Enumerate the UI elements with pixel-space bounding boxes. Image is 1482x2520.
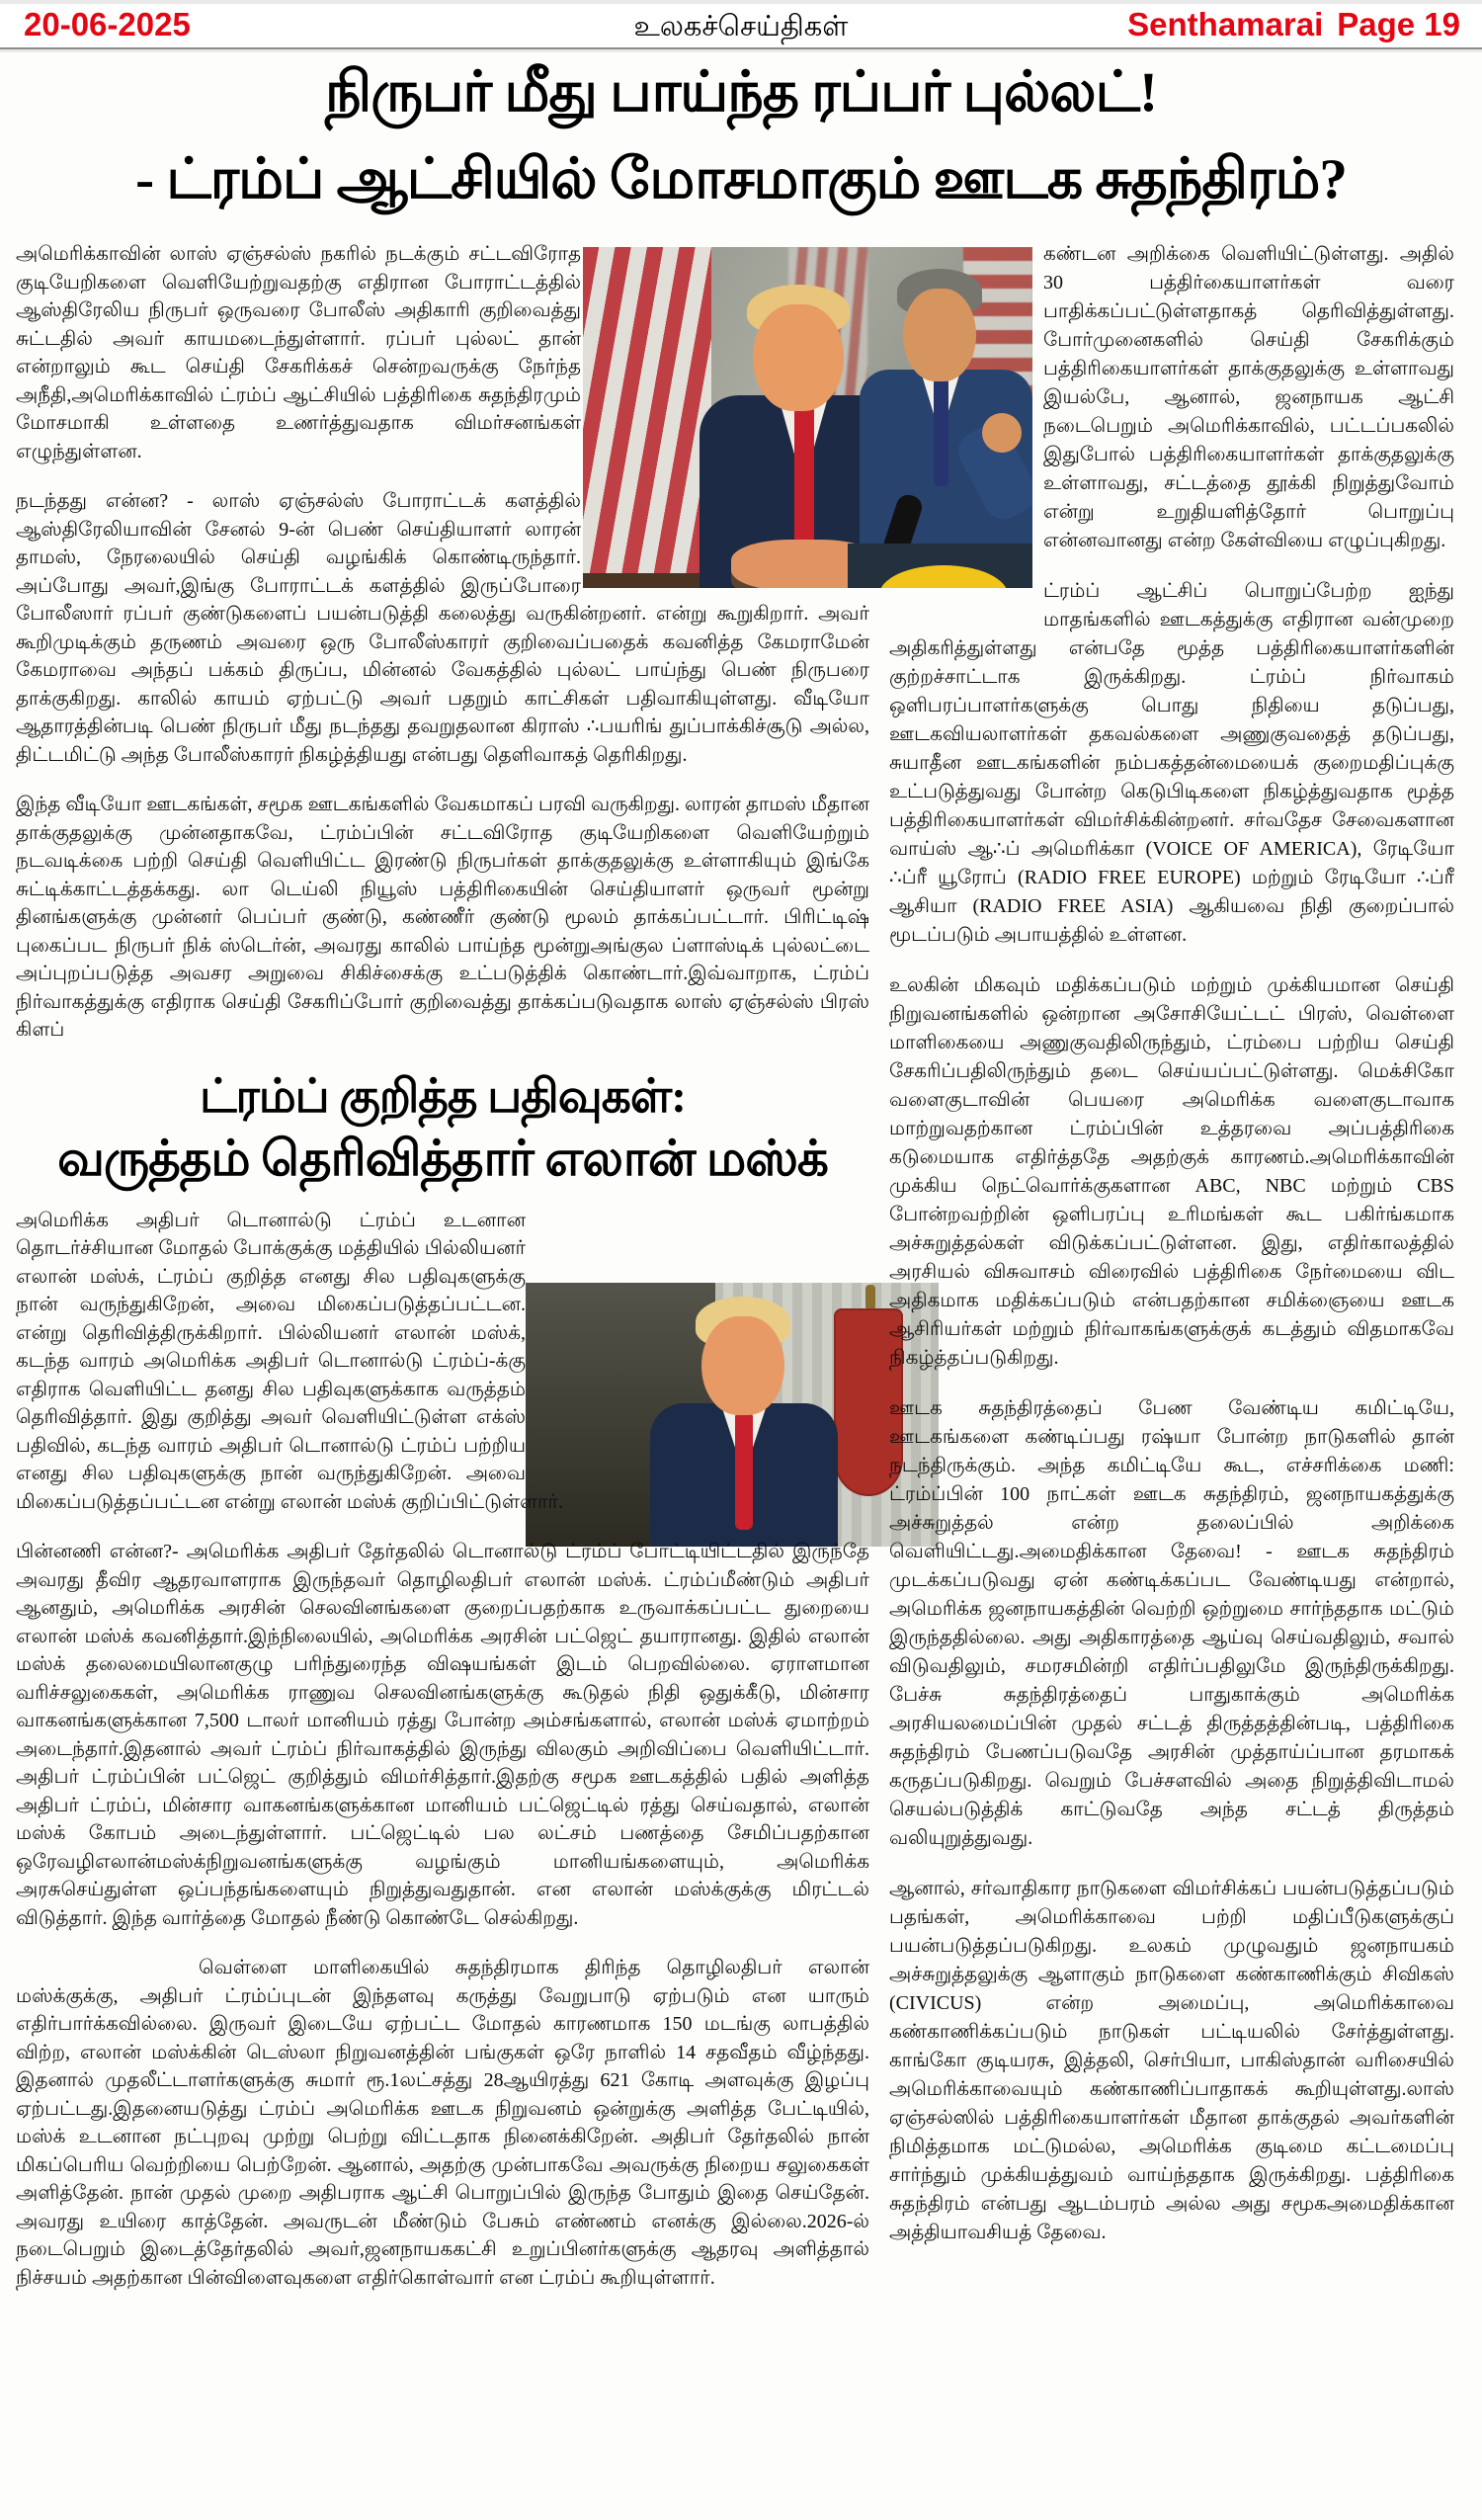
headline-line1: நிருபர் மீது பாய்ந்த ரப்பர் புல்லட்! (325, 61, 1157, 124)
article-paragraph: அமெரிக்காவின் லாஸ் ஏஞ்சல்ஸ் நகரில் நடக்கும் சட்டவிரோத குடியேறிகளை வெளியேற்றுவதற்கு எதிரான போராட்டத்தில் ஆஸ்திரேலிய நிருபர் ஒருவரை போலீஸ் அதிகாரி குறிவைத்து சுட்டதில் அவர் காயமடைந்துள்ளார். ரப்பர் புல்லட் தான் என்றாலும் கூட செய்தி சேகரிக்கச் சென்றவருக்கு நேர்ந்த அநீதி,அமெரிக்காவில் ட்ரம்ப் ஆட்சியில் பத்திரிகை சுதந்திரமும் மோசமாகி உள்ளதை உணர்த்துவதாக விமர்சனங்கள் எழுந்துள்ளன. (16, 243, 581, 462)
article-paragraph: வெள்ளை மாளிகையில் சுதந்திரமாக திரிந்த தொழிலதிபர் எலான் மஸ்க்குக்கு, அதிபர் ட்ரம்ப்புடன் இந்தளவு கருத்து வேறுபாடு ஏற்படும் என யாரும் எதிர்பார்க்கவில்லை. இருவர் இடையே ஏற்பட்ட மோதல் காரணமாக 150 மடங்கு லாபத்தில் விற்ற, எலான் மஸ்க்கின் டெஸ்லா நிறுவனத்தின் பங்குகள் ஒரே நாளில் 14 சதவீதம் வீழ்ந்தது. இதனால் முதலீட்டாளர்களுக்கு சுமார் ரூ.1லட்சத்து 28ஆயிரத்து 621 கோடி அளவுக்கு இழப்பு ஏற்பட்டது.இதனையடுத்து ட்ரம்ப் அமெரிக்க ஊடக நிறுவனம் ஒன்றுக்கு அளித்த பேட்டியில், மஸ்க் உடனான நட்புறவு முற்று பெற்று விட்டதாக நினைக்கிறேன். அதிபர் தேர்தலில் நான் மிகப்பெரிய வெற்றியை பெற்றேன். ஆனால், அதற்கு முன்பாகவே அவருக்கு நிறைய சலுகைகள் அளித்தேன். நான் முதல் முறை அதிபராக ஆட்சி பொறுப்பில் இருந்த போதும் இதை செய்தேன். அவரது உயிரை காத்தேன். அவருடன் மீண்டும் பேசும் எண்ணம் எனக்கு இல்லை.2026-ல் நடைபெறும் இடைத்தேர்தலில் அவர்,ஜனநாயககட்சி உறுப்பினர்களுக்கு ஆதரவு அளித்தால் நிச்சயம் அதற்கான பின்விளைவுகளை எதிர்கொள்வார் என ட்ரம்ப் கூறியுள்ளார். (16, 1957, 869, 2289)
masthead (0, 0, 1482, 49)
article-paragraph: ஊடக சுதந்திரத்தைப் பேண வேண்டிய கமிட்டியே, ஊடகங்களை கண்டிப்பது ரஷ்யா போன்ற நாடுகளில் தான் நடந்திருக்கும். அந்த கமிட்டியே கூட, எச்சரிக்கை மணி: ட்ரம்ப்பின் 100 நாட்கள் ஊடக சுதந்திரம், ஜனநாயகத்துக்கு அச்சுறுத்தல் என்ற தலைப்பில் அறிக்கை வெளியிட்டது.அமைதிக்கான தேவை! - ஊடக சுதந்திரம் முடக்கப்படுவது ஏன் கண்டிக்கப்பட வேண்டியது என்றால், அமெரிக்க ஜனநாயகத்தின் வெற்றி ஒற்றுமை சார்ந்ததாக மட்டும் இருந்ததில்லை. அது அதிகாரத்தை ஆய்வு செய்வதிலும், சவால் விடுவதிலும், சமரசமின்றி எதிர்ப்பதிலுமே இருந்திருக்கிறது. பேச்சு சுதந்திரத்தைப் பாதுகாக்கும் அமெரிக்க அரசியலமைப்பின் முதல் சட்டத் திருத்தத்தின்படி, பத்திரிகை சுதந்திரம் பேணப்படுவதே அரசின் முத்தாய்ப்பான தரமாகக் கருதப்படுகிறது. வெறும் பேச்சளவில் அதை நிறுத்திவிடாமல் செயல்படுத்திக் காட்டுவதே அந்த சட்டத் திருத்தம் வலியுறுத்துவது. (889, 1397, 1454, 1849)
sub-headline-line2: வருத்தம் தெரிவித்தார் எலான் மஸ்க் (57, 1130, 828, 1186)
page-number: Page 19 (1337, 6, 1460, 42)
right-article-column (889, 240, 1454, 2509)
date-label: 20-06-2025 (24, 6, 191, 42)
photo1-right-wrap-spacer (889, 240, 1043, 631)
sub-headline (16, 1066, 869, 1189)
article-paragraph: பின்னணி என்ன?- அமெரிக்க அதிபர் தேர்தலில் டொனால்டு ட்ரம்ப் போட்டியிட்டதில் இருந்தே அவரது தீவிர ஆதரவாளராக இருந்தவர் தொழிலதிபர் எலான் மஸ்க். ட்ரம்ப்மீண்டும் அதிபர் ஆனதும், அமெரிக்க அரசின் செலவினங்களை குறைப்பதற்காக உருவாக்கப்பட்ட துறையை எலான் மஸ்க் கவனித்தார்.இந்நிலையில், அமெரிக்க அரசின் பட்ஜெட் தயாரானது. இதில் எலான் மஸ்க் தலைமையிலானகுழு பரிந்துரைந்த விஷயங்கள் இடம் பெறவில்லை. ஏராளமான வரிச்சலுகைகள், அமெரிக்க ராணுவ செலவினங்களுக்கு கூடுதல் நிதி ஒதுக்கீடு, மின்சார வாகனங்களுக்கான 7,500 டாலர் மானியம் ரத்து போன்ற அம்சங்களால், எலான் மஸ்க் ஏமாற்றம் அடைந்தார்.இதனால் அவர் ட்ரம்ப் நிர்வாகத்தில் இருந்து விலகும் அறிவிப்பை வெளியிட்டார். அதிபர் ட்ரம்ப்பின் பட்ஜெட் குறித்தும் விமர்சித்தார்.இதற்கு சமூக ஊடகத்தில் பதில் அளித்த அதிபர் ட்ரம்ப், மின்சார வாகனங்களுக்கான மானியம் பட்ஜெட்டில் ரத்து செய்வதால், எலான் மஸ்க் கோபம் அடைந்துள்ளார். பட்ஜெட்டில் பல லட்சம் பணத்தை சேமிப்பதற்கான ஒரேவழிஎலான்மஸ்க்நிறுவனங்களுக்கு வழங்கும் மானியங்களையும், அமெரிக்க அரசுசெய்துள்ள ஒப்பந்தங்களையும் நிறுத்துவதுதான். என எலான் மஸ்க்குக்கு மிரட்டல் விடுத்தார். இந்த வார்த்தை மோதல் நீண்டு கொண்டே செல்கிறது. (16, 1541, 869, 1929)
article-paragraph: கண்டன அறிக்கை வெளியிட்டுள்ளது. அதில் 30 பத்திர்கையாளர்கள் வரை பாதிக்கப்பட்டுள்ளதாகத் தெரிவித்துள்ளது. போர்முனைகளில் செய்தி சேகரிக்கும் பத்திரிகையாளர்கள் தாக்குதலுக்கு உள்ளாவது இயல்பே, ஆனால், ஜனநாயக ஆட்சி நடைபெறும் அமெரிக்காவில், பட்டப்பகலில் இதுபோல் பத்திரிகையாளர்கள் தாக்குதலுக்கு உள்ளாவது, சட்டத்தை தூக்கி நிறுத்துவோம் என்று உறுதியளித்தோர் பொறுப்பு என்னவானது என்ற கேள்வியை எழுப்புகிறது. (1043, 243, 1454, 551)
article-paragraph: நடந்தது என்ன? - லாஸ் ஏஞ்சல்ஸ் போராட்டக் களத்தில் ஆஸ்திரேலியாவின் சேனல் 9-ன் பெண் செய்தியாளர் லாரன் தாமஸ், நேரலையில் செய்தி வழங்கிக் கொண்டிருந்தார். அப்போது அவர்,இங்கு போராட்டக் களத்தில் இருப்போரை போலீஸார் ரப்பர் குண்டுகளைப் பயன்படுத்தி கலைத்து வருகின்றனர். என்று கூறுகிறார். அவர் கூறிமுடிக்கும் தருணம் அவரை ஒரு போலீஸ்காரர் குறிவைப்பதைக் கவனித்த கேமராமேன் கேமராவை அந்தப் பக்கம் திருப்ப, மின்னல் வேகத்தில் புல்லட் பாய்ந்து பெண் நிருபரை தாக்குகிறது. காலில் காயம் ஏற்பட்டு அவர் பதறும் காட்சிகள் பதிவாகியுள்ளது. வீடியோ ஆதாரத்தின்படி பெண் நிருபர் மீது நடந்தது தவறுதலான கிராஸ் ∴பயரிங் துப்பாக்கிச்சூடு அல்ல, திட்டமிட்டு அந்த போலீஸ்காரர் நிகழ்த்தியது என்பது தெளிவாகத் தெரிகிறது. (16, 490, 869, 766)
article-paragraph: அமெரிக்க அதிபர் டொனால்டு ட்ரம்ப் உடனான தொடர்ச்சியான மோதல் போக்குக்கு மத்தியில் பில்லியனர் எலான் மஸ்க், ட்ரம்ப் குறித்த எனது சில பதிவுகளுக்கு நான் வருந்துகிறேன், அவை மிகைப்படுத்தப்பட்டன. என்று தெரிவித்திருக்கிறார். பில்லியனர் எலான் மஸ்க், கடந்த வாரம் அமெரிக்க அதிபர் டொனால்டு ட்ரம்ப்-க்கு எதிராக வெளியிட்ட தனது சில பதிவுகளுக்காக வருத்தம் தெரிவித்தார். இது குறித்து அவர் வெளியிட்டுள்ள எக்ஸ் பதிவில், கடந்த வாரம் அதிபர் டொனால்டு ட்ரம்ப் பற்றிய எனது சில பதிவுகளுக்கு நான் வருந்துகிறேன். அவை மிகைப்படுத்தப்பட்டன என்று எலான் மஸ்க் குறிப்பிட்டுள்ளார். (16, 1209, 563, 1513)
photo1-text-wrap-spacer (581, 240, 869, 594)
main-headline (0, 49, 1482, 223)
article-paragraph: இந்த வீடியோ ஊடகங்கள், சமூக ஊடகங்களில் வேகமாகப் பரவி வருகிறது. லாரன் தாமஸ் மீதான தாக்குதலுக்கு முன்னதாகவே, ட்ரம்ப்பின் சட்டவிரோத குடியேறிகளை வெளியேற்றும் நடவடிக்கை பற்றி செய்தி வெளியிட்ட இரண்டு நிருபர்கள் தாக்குதலுக்கு உள்ளாகியும் இங்கே சுட்டிக்காட்டத்தக்கது. லா டெய்லி நியூஸ் பத்திரிகையின் செய்தியாளர் ஒருவர் மூன்று தினங்களுக்கு முன்னர் பெப்பர் குண்டு, கண்ணீர் குண்டு மூலம் தாக்கப்பட்டார். பிரிட்டிஷ் புகைப்பட நிருபர் நிக் ஸ்டெர்ன், அவரது காலில் பாய்ந்த மூன்றுஅங்குல ப்ளாஸ்டிக் புல்லட்டை அப்புறப்படுத்த அவசர அறுவை சிகிச்சைக்கு உட்படுத்திக் கொண்டார்.இவ்வாறாக, ட்ரம்ப் நிர்வாகத்துக்கு எதிராக செய்தி சேகரிப்போர் குறிவைத்து தாக்கப்படுவதாக லாஸ் ஏஞ்சல்ஸ் பிரஸ் கிளப் (16, 794, 869, 1041)
brand-page-label (1127, 6, 1460, 43)
photo2-text-wrap-spacer (526, 1207, 869, 1479)
article-paragraph: ஆனால், சர்வாதிகார நாடுகளை விமர்சிக்கப் பயன்படுத்தப்படும் பதங்கள், அமெரிக்காவை பற்றி மதிப்பீடுகளுக்குப் பயன்படுத்தப்படுகிறது. உலகம் முழுவதும் ஜனநாயகம் அச்சுறுத்தலுக்கு ஆளாகும் நாடுகளை கண்காணிக்கும் சிவிகஸ் (CIVICUS) என்ற அமைப்பு, அமெரிக்காவை கண்காணிக்கப்படும் நாடுகள் பட்டியலில் சேர்த்துள்ளது. காங்கோ குடியரசு, இத்தலி, செர்பியா, பாகிஸ்தான் வரிசையில் அமெரிக்காவையும் கண்காணிப்பாதாகக் கூறியுள்ளது.லாஸ் ஏஞ்சல்ஸில் பத்திரிகையாளர்கள் மீதான தாக்குதல் அவர்களின் நிமித்தமாக மட்டுமல்ல, அமெரிக்க குடிமை கட்டமைப்பு சார்ந்தும் முக்கியத்துவம் வாய்ந்ததாக இருக்கிறது. பத்திரிகை சுதந்திரம் என்பது ஆடம்பரம் அல்ல அது சமூகஅமைதிக்கான அத்தியாவசியத் தேவை. (889, 1878, 1454, 2243)
main-article-column (16, 240, 869, 2505)
section-title: உலகச்செய்திகள் (633, 11, 849, 42)
article-paragraph: உலகின் மிகவும் மதிக்கப்படும் மற்றும் முக்கியமான செய்தி நிறுவனங்களில் ஒன்றான அசோசியேட்டட் பிரஸ், வெள்ளை மாளிகையை அணுகுவதிலிருந்தும், ட்ரம்பை பற்றிய செய்தி சேகரிப்பதிலிருந்தும் தடை செய்யப்பட்டுள்ளது. மெக்சிகோ வளைகுடாவின் பெயரை அமெரிக்க வளைகுடாவாக மாற்றுவதற்கான ட்ரம்ப்பின் உத்தரவை அப்பத்திரிகை கடுமையாக எதிர்த்ததே அதற்குக் காரணம்.அமெரிக்காவின் முக்கிய நெட்வொர்க்குகளான ABC, NBC மற்றும் CBS போன்றவற்றின் ஒளிபரப்பு உரிமங்கள் கூட பகிர்ங்கமாக அச்சுறுத்தல்கள் விடுக்கப்பட்டுள்ளன. இது, எதிர்காலத்தில் அரசியல் விசுவாசம் விரைவில் பத்திரிகை நேர்மையை விட அதிகமாக மதிக்கப்படும் என்பதற்கான சமிக்ஞையை ஊடக ஆசிரியர்கள் மற்றும் நிர்வாகங்களுக்குக் கடத்தும் விதமாகவே நிகழ்த்தப்படுகிறது. (889, 974, 1454, 1369)
brand-name: Senthamarai (1127, 6, 1324, 42)
sub-headline-line1: ட்ரம்ப் குறித்த பதிவுகள்: (200, 1070, 686, 1123)
article-paragraph: ட்ரம்ப் ஆட்சிப் பொறுப்பேற்ற ஐந்து மாதங்களில் ஊடகத்துக்கு எதிரான வன்முறை அதிகரித்துள்ளது என்பதே மூத்த பத்திரிகையாளர்களின் குற்றச்சாட்டாக இருக்கிறது. ட்ரம்ப் நிர்வாகம் ஒளிபரப்பாளர்களுக்கு பொது நிதியை தடுப்பது, ஊடகவியலாளர்கள் தகவல்களை அணுகுவதைத் தடுப்பது, சுயாதீன ஊடகங்களின் நம்பகத்தன்மையைக் குறைமதிப்புக்கு உட்படுத்துவது போன்ற கெடுபிடிகளை நிகழ்த்துவதாக மூத்த பத்திரிகையாளர்கள் விமர்சிக்கின்றனர். சர்வதேச சேவைகளான வாய்ஸ் ஆ∴ப் அமெரிக்கா (VOICE OF AMERICA), ரேடியோ ∴ப்ரீ யூரோப் (RADIO FREE EUROPE) மற்றும் ரேடியோ ∴ப்ரீ ஆசியா (RADIO FREE ASIA) ஆகியவை நிதி குறைப்பால் மூடப்படும் அபாயத்தில் உள்ளன. (889, 580, 1454, 946)
headline-line2: - ட்ரம்ப் ஆட்சியில் மோசமாகும் ஊடக சுதந்திரம்? (135, 148, 1347, 210)
